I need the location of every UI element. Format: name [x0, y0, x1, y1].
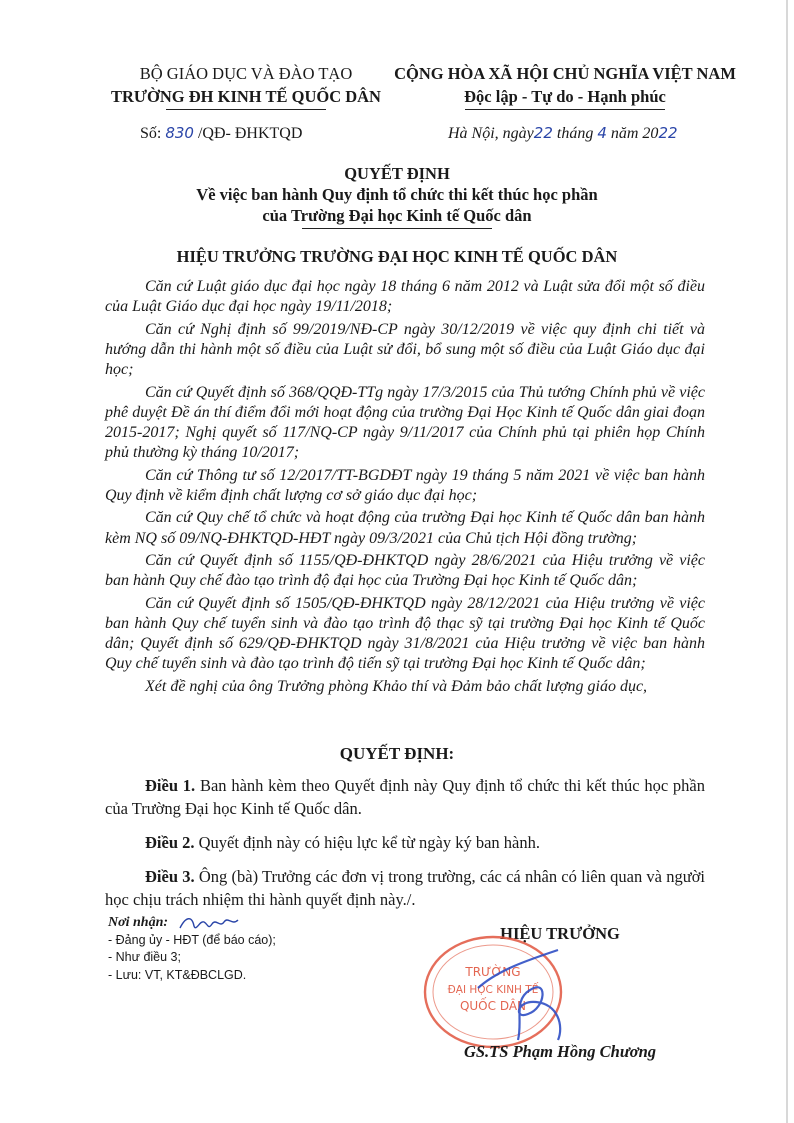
- republic-name: CỘNG HÒA XÃ HỘI CHỦ NGHĨA VIỆT NAM: [394, 64, 736, 83]
- article-2: [105, 831, 705, 854]
- recipients-label: Nơi nhận:: [108, 915, 169, 930]
- basis-item: Căn cứ Thông tư số 12/2017/TT-BGDĐT ngày 19 tháng 5 năm 2021 về việc ban hành Quy định về kiểm định chất lượng cơ sở giáo dục đại học;: [105, 466, 705, 504]
- number-handwritten: 830: [165, 124, 194, 142]
- recipient-item: - Như điều 3;: [108, 950, 181, 964]
- place-date: [448, 124, 678, 143]
- basis-item: Xét đề nghị của ông Trưởng phòng Khảo thí và Đảm bảo chất lượng giáo dục,: [145, 677, 648, 695]
- month-handwritten: 4: [597, 124, 607, 142]
- national-header: [380, 62, 750, 110]
- place: Hà Nội, ngày: [448, 125, 534, 142]
- month-label: tháng: [552, 125, 598, 142]
- decision-title: [0, 163, 794, 229]
- issuer-header: [86, 62, 406, 110]
- recipients: [108, 914, 388, 984]
- year-handwritten: 22: [658, 124, 678, 142]
- signer-name: GS.TS Phạm Hồng Chương: [463, 1042, 657, 1061]
- seal-text-line2: ĐẠI HỌC KINH TẾ: [447, 984, 539, 996]
- seal-text-line1: TRƯỜNG: [465, 965, 521, 979]
- articles: [105, 774, 705, 922]
- title-underline: [302, 228, 492, 229]
- article-text: Quyết định này có hiệu lực kể từ ngày ký ban hành.: [194, 833, 541, 852]
- basis-item: Căn cứ Quyết định số 1155/QĐ-ĐHKTQD ngày 28/6/2021 của Hiệu trưởng về việc ban hành Quy chế đào tạo trình độ đại học của Trường Đại học Kinh tế Quốc dân;: [105, 552, 705, 590]
- article-label: Điều 1.: [145, 776, 196, 795]
- signer-title: HIỆU TRƯỞNG: [500, 924, 620, 943]
- recipient-item: - Đảng ủy - HĐT (để báo cáo);: [108, 932, 276, 947]
- basis-item: Căn cứ Quyết định số 368/QQĐ-TTg ngày 17/3/2015 của Thủ tướng Chính phủ về việc phê duyệt Đề án thí điểm đổi mới hoạt động của trường Đại Học Kinh tế Quốc dân giai đoạn 2015-2017; Nghị quyết số 117/NQ-CP ngày 9/11/2017 của Chính phủ tại phiên họp Chính phủ thường kỳ tháng 10/2017;: [105, 383, 705, 462]
- basis-item: Căn cứ Nghị định số 99/2019/NĐ-CP ngày 30/12/2019 về việc quy định chi tiết và hướng dẫn thi hành một số điều của Luật sử đổi, bổ sung một số điều của Luật Giáo dục đại học;: [105, 320, 705, 379]
- decides-heading: QUYẾT ĐỊNH:: [339, 744, 455, 763]
- seal-text-line3: QUỐC DÂN: [459, 999, 527, 1013]
- basis-item: Căn cứ Quyết định số 1505/QĐ-ĐHKTQD ngày 28/12/2021 của Hiệu trưởng về việc ban hành Quy chế tuyển sinh và đào tạo trình độ thạc sỹ tại trường Đại học Kinh tế Quốc dân; Quyết định số 629/QĐ-ĐHKTQD ngày 31/8/2021 của Hiệu trưởng về việc ban hành Quy chế tuyển sinh và đào tạo trình độ tiến sỹ tại trường Đại học Kinh tế Quốc dân;: [105, 594, 705, 673]
- day-handwritten: 22: [533, 124, 553, 142]
- decision-heading: QUYẾT ĐỊNH: [344, 164, 450, 183]
- article-text: Ban hành kèm theo Quyết định này Quy định tổ chức thi kết thúc học phần của Trường Đại học Kinh tế Quốc dân.: [105, 776, 705, 818]
- article-1: [105, 774, 705, 820]
- university-name: TRƯỜNG ĐH KINH TẾ QUỐC DÂN: [111, 87, 381, 106]
- official-seal: [418, 930, 568, 1050]
- motto: Độc lập - Tự do - Hạnh phúc: [464, 87, 666, 106]
- article-3: [105, 865, 705, 911]
- basis-item: Căn cứ Luật giáo dục đại học ngày 18 tháng 6 năm 2012 và Luật sửa đổi một số điều của Luật Giáo dục đại học ngày 19/11/2018;: [105, 278, 705, 316]
- document-number: [140, 124, 302, 143]
- year-label: năm 20: [606, 125, 659, 142]
- decision-subject-line2: của Trường Đại học Kinh tế Quốc dân: [262, 206, 532, 225]
- article-text: Ông (bà) Trưởng các đơn vị trong trường, các cá nhân có liên quan và người học chịu trách nhiệm thi hành quyết định này./.: [105, 867, 706, 909]
- legal-basis: [105, 277, 705, 699]
- header-underline: [166, 109, 326, 110]
- recipient-item: - Lưu: VT, KT&ĐBCLGD.: [108, 967, 247, 982]
- article-label: Điều 3.: [145, 867, 195, 886]
- basis-item: Căn cứ Quy chế tổ chức và hoạt động của trường Đại học Kinh tế Quốc dân ban hành kèm NQ số 09/NQ-ĐHKTQD-HĐT ngày 09/3/2021 của Chủ tịch Hội đồng trường;: [105, 509, 705, 547]
- decision-subject-line1: Về việc ban hành Quy định tổ chức thi kết thúc học phần: [196, 185, 598, 204]
- number-prefix: Số:: [140, 125, 166, 142]
- motto-underline: [465, 109, 665, 110]
- article-label: Điều 2.: [145, 833, 195, 852]
- number-suffix: /QĐ- ĐHKTQD: [193, 125, 303, 142]
- initials-scribble: [178, 910, 248, 936]
- issuing-authority: HIỆU TRƯỞNG TRƯỜNG ĐẠI HỌC KINH TẾ QUỐC DÂN: [176, 247, 618, 266]
- ministry-name: BỘ GIÁO DỤC VÀ ĐÀO TẠO: [139, 64, 353, 83]
